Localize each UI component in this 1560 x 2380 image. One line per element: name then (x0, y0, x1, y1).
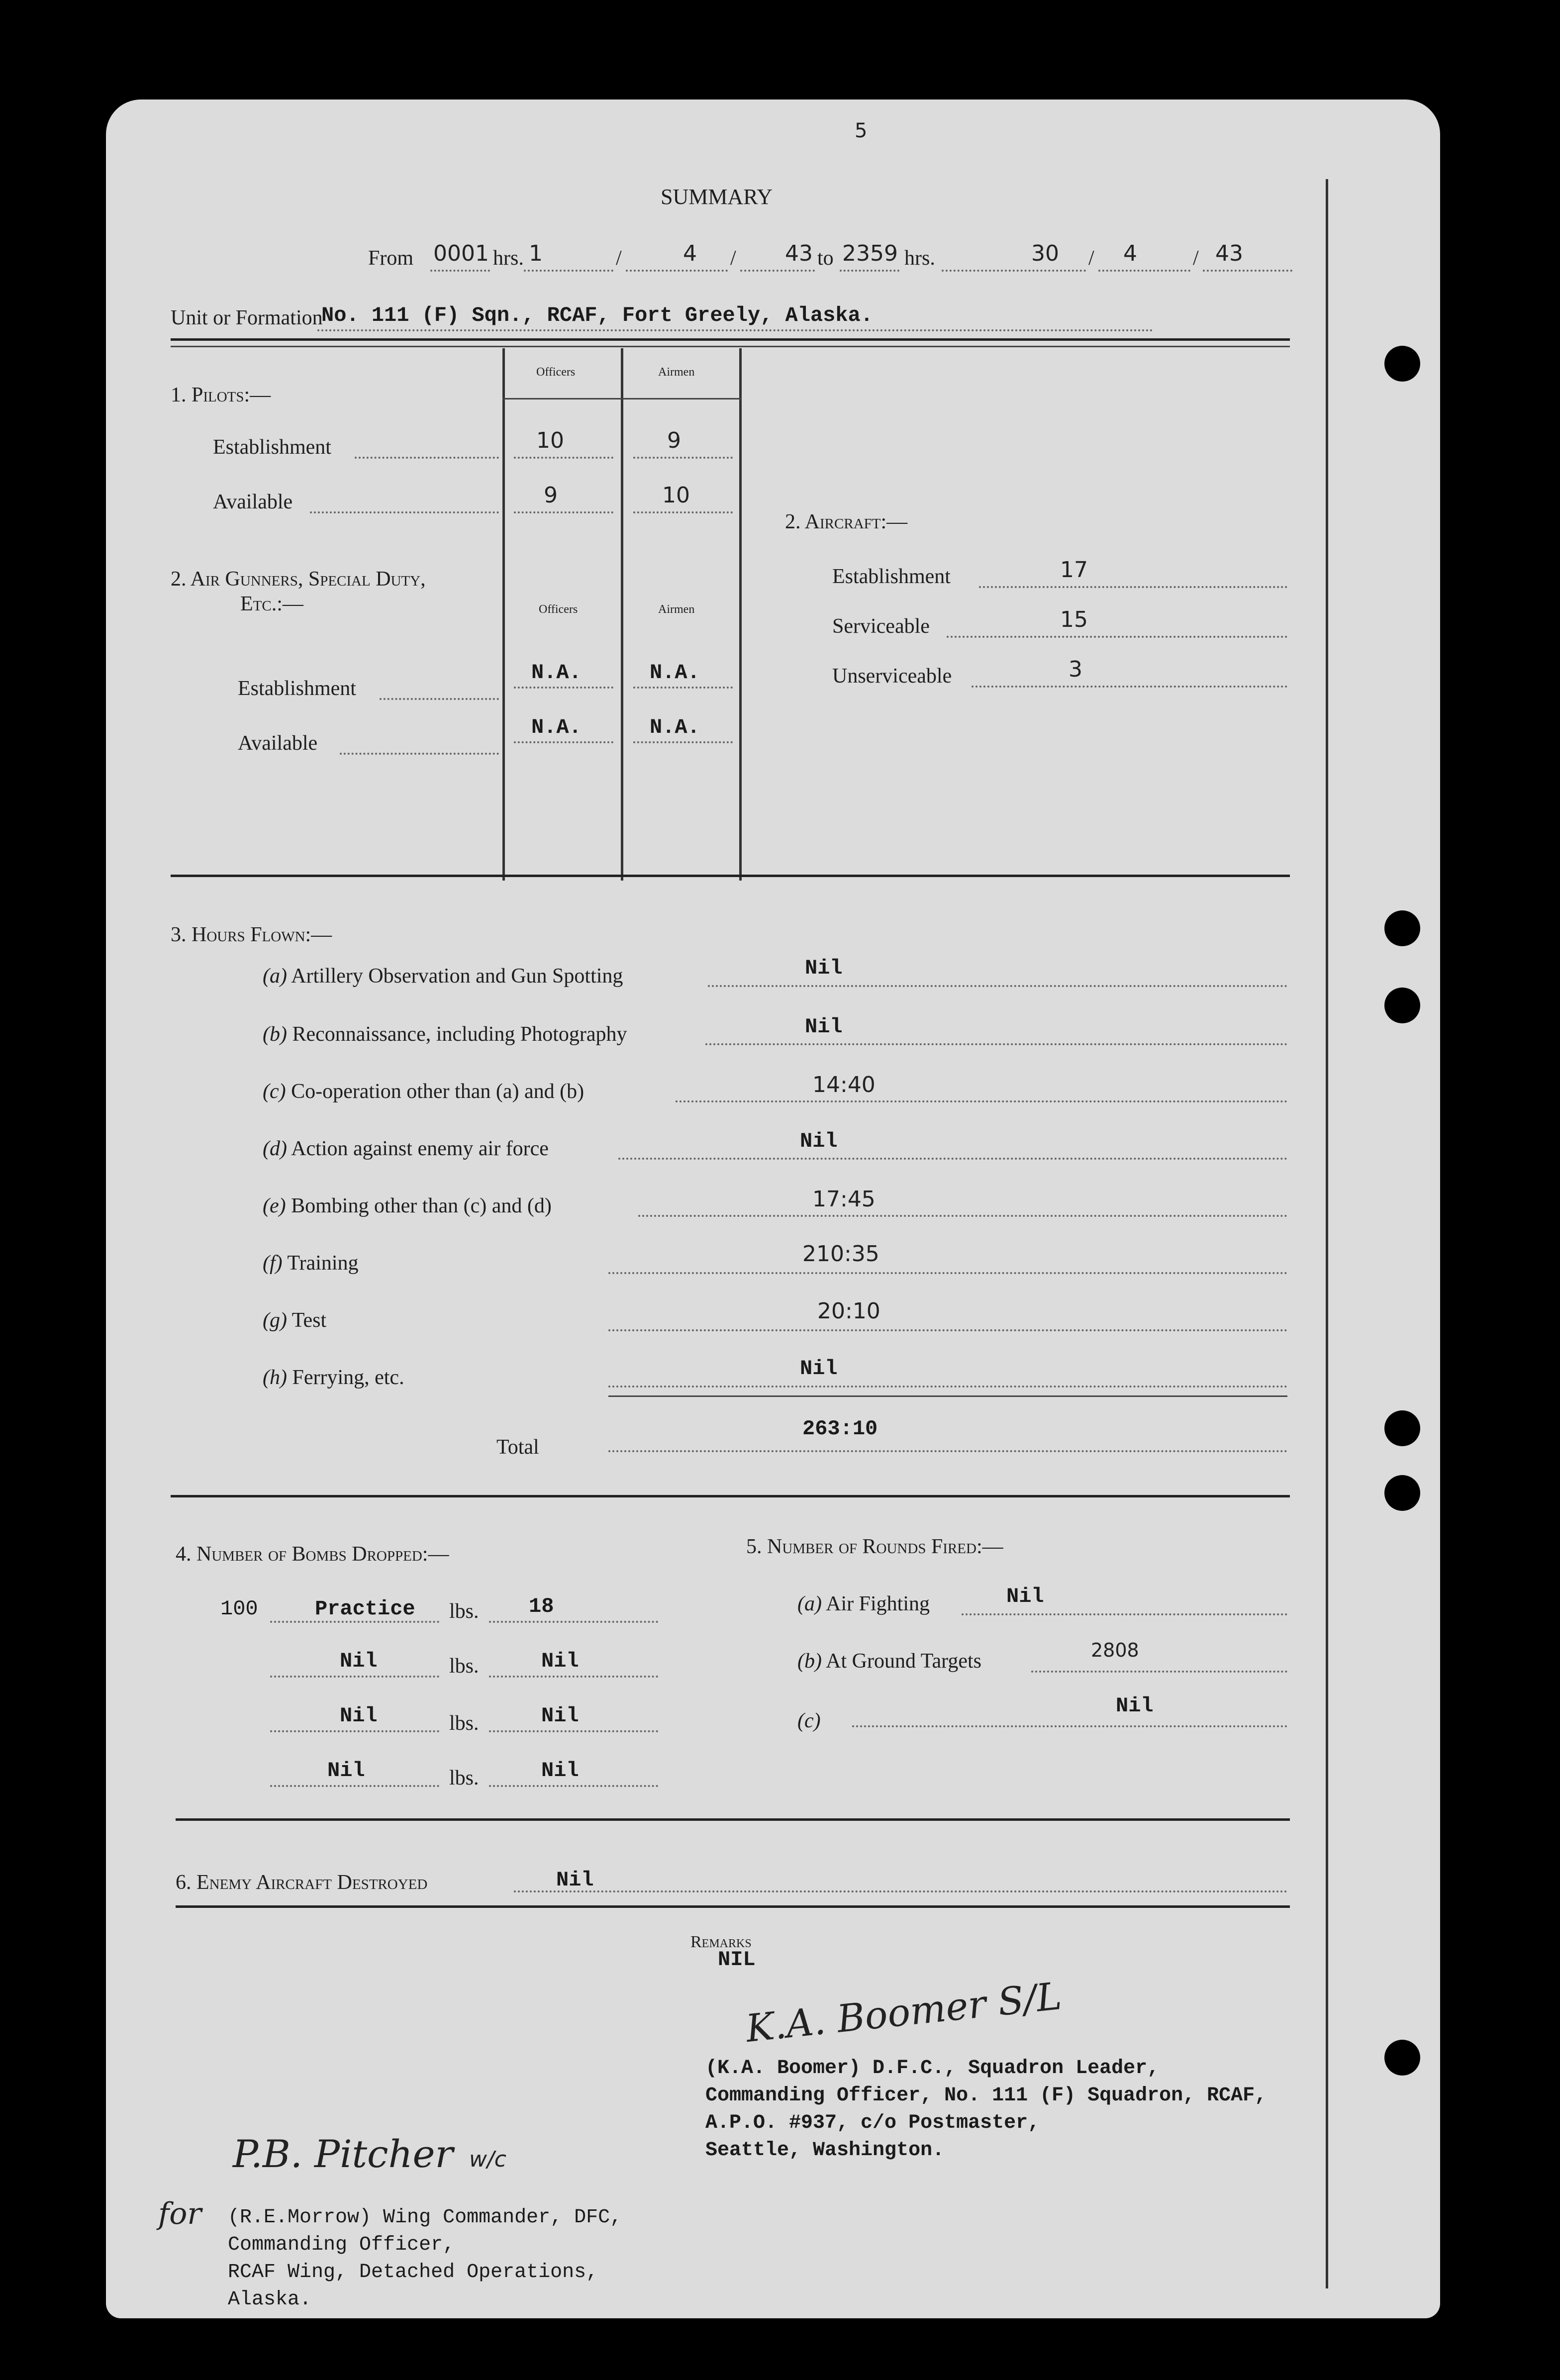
air-gunners-heading: 2. Air Gunners, Special Duty, (171, 568, 426, 591)
from-month: 4 (683, 241, 697, 266)
divider (176, 1818, 1290, 1821)
signature-left-rank: w/c (469, 2147, 507, 2172)
unit-value: No. 111 (F) Sqn., RCAF, Fort Greely, Alaska. (321, 303, 873, 327)
punch-hole (1384, 1410, 1420, 1446)
remarks-value: NIL (718, 1948, 756, 1972)
bombs-heading: 4. Number of Bombs Dropped:— (176, 1543, 449, 1566)
to-day: 30 (1031, 241, 1059, 266)
form-sheet: 5 SUMMARY From 0001 hrs. 1 / 4 / 43 to 2359 hrs. 30 / 4 / 43 Unit or Formation No. 111 (F) Sqn., RCAF, Fort Greely, Alaska. Officers Airmen 1. Pilots:— Establishment 10 9 Available 9 10 2. Air Gunners, Special Duty, Etc.:— Officers Airmen Establishment N.A. N.A. Available N.A. N.A. 2. Aircraft:— Establishment 17 Serviceable 15 Unserviceable 3 3. Hours Flown:— (a) Artillery Observation and Gun Spotting Nil (b) Reconnaissance, including Photography Nil (c) Co-operation other than (a) and (b) 14:40 (d) Action against enemy air force Nil (e) Bombing other than (c) and (d) 17:45 (f) Training 210:35 (g) Test 20:10 (h) Ferrying, etc. Nil Total 263:10 4. Number of Bombs Dropped:— 100 Practice lbs. 18 Nil lbs. Nil Nil lbs. Nil Nil lbs. Nil 5. Number of Rounds Fired:— (a) Air Fighting Nil (b) At Ground Targets 2808 (c) Nil 6. Enemy Aircraft Destroyed Nil Remarks NIL K.A. Boomer S/L (K.A. Boomer) D.F.C., Squadron Leader, Commanding Officer, No. 111 (F) Squadron, RCAF, A.P.O. #937, c/o Postmaster, Seattle, Washington. P.B. Pitcher w/c for (R.E.Morrow) Wing Commander, DFC, Commanding Officer, RCAF Wing, Detached Operations, Alaska. (106, 99, 1440, 2318)
divider (171, 1495, 1290, 1497)
punch-hole (1384, 910, 1420, 946)
divider (171, 875, 1290, 877)
punch-hole (1384, 2040, 1420, 2076)
punch-hole (1384, 988, 1420, 1023)
col-airmen: Airmen (658, 366, 695, 379)
for-label: for (158, 2196, 202, 2231)
margin-line (1326, 179, 1328, 2288)
rounds-heading: 5. Number of Rounds Fired:— (746, 1535, 1003, 1558)
unit-label: Unit or Formation (171, 306, 323, 329)
from-time: 0001 (433, 241, 489, 266)
from-year: 43 (785, 241, 813, 266)
to-time: 2359 (842, 241, 898, 266)
hours-flown-heading: 3. Hours Flown:— (171, 923, 332, 946)
from-day: 1 (529, 241, 543, 266)
signature-left: P.B. Pitcher (233, 2132, 453, 2176)
remarks-heading: Remarks (690, 1933, 752, 1951)
punch-hole (1384, 346, 1420, 382)
divider (171, 346, 1290, 347)
aircraft-heading: 2. Aircraft:— (785, 510, 908, 533)
to-year: 43 (1215, 241, 1243, 266)
pilots-heading: 1. Pilots:— (171, 384, 271, 406)
punch-hole (1384, 1475, 1420, 1511)
signature-right: K.A. Boomer S/L (744, 1973, 1064, 2051)
to-month: 4 (1123, 241, 1137, 266)
divider (176, 1905, 1290, 1908)
form-title: SUMMARY (661, 185, 773, 209)
col-officers: Officers (536, 366, 576, 379)
divider (171, 338, 1290, 341)
top-mark: 5 (855, 119, 868, 142)
